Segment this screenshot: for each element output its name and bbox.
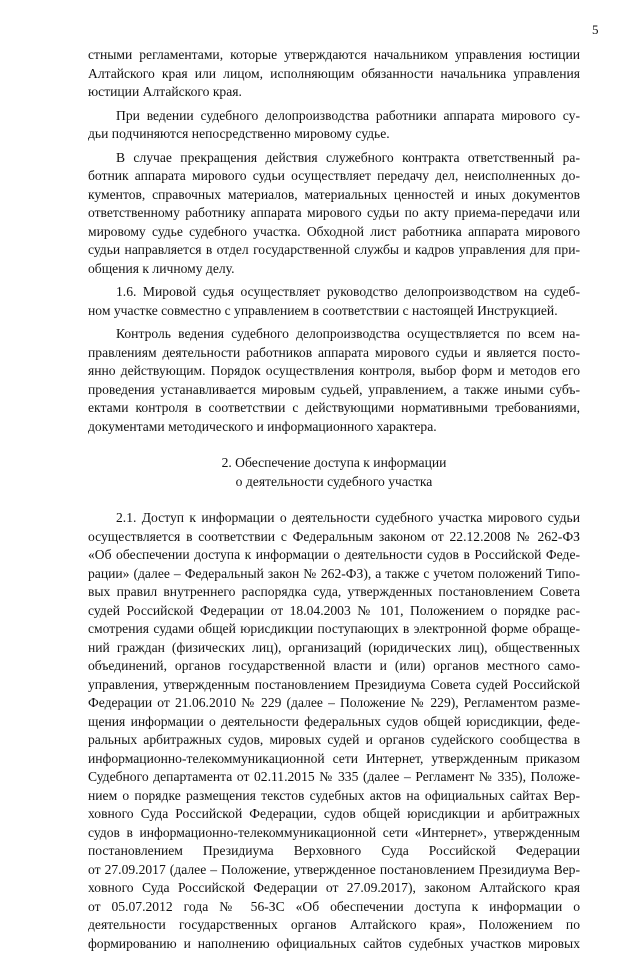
paragraph-continuation <box>88 46 580 102</box>
paragraph <box>88 107 580 144</box>
text-line: документами методического и информационного характера. <box>88 418 580 437</box>
text-line: ховного Суда Российской Федерации, судов общей юрисдикции и арбитражных <box>88 805 580 824</box>
text-line: информационно-телекоммуникационной сети Интернет, утвержденным приказом <box>88 750 580 769</box>
text-line: мировому судье судебного участка. Обходной лист работника аппарата мирового <box>88 223 580 242</box>
text-line: янно действующим. Порядок осуществления контроля, выбор форм и методов его <box>88 362 580 381</box>
text-line: вых правил внутреннего распорядка суда, утвержденных постановлением Совета <box>88 583 580 602</box>
text-line: от 27.09.2017 (далее – Положение, утвержденное постановлением Президиума Вер- <box>88 861 580 880</box>
text-line: ном участке совместно с управлением в соответствии с настоящей Инструкцией. <box>88 302 580 321</box>
section-heading <box>88 454 580 491</box>
text-line: кументов, справочных материалов, материальных ценностей и иных документов <box>88 186 580 205</box>
text-line: Судебного департамента от 02.11.2015 № 335 (далее – Регламент № 335), Положе- <box>88 768 580 787</box>
text-line: судьи направляется в отдел государственной службы и кадров управления для при- <box>88 241 580 260</box>
text-line: осуществляется в соответствии с Федеральным законом от 22.12.2008 № 262-ФЗ <box>88 528 580 547</box>
paragraph <box>88 509 580 953</box>
text-line: объединений, органов государственной власти и (или) органов местного само- <box>88 657 580 676</box>
text-line: юстиции Алтайского края. <box>88 83 580 102</box>
text-line: судей Российской Федерации от 18.04.2003 № 101, Положением о порядке рас- <box>88 602 580 621</box>
text-line: судов в информационно-телекоммуникационной сети «Интернет», утвержденным <box>88 824 580 843</box>
text-line: дьи подчиняются непосредственно мировому судье. <box>88 125 580 144</box>
document-body <box>88 46 580 953</box>
text-line: стными регламентами, которые утверждаются начальником управления юстиции <box>88 46 580 65</box>
text-line: проведения устанавливается мировым судьей, управлением, а также иными субъ- <box>88 381 580 400</box>
text-line: деятельности государственных органов Алтайского края», Положением по <box>88 916 580 935</box>
text-line: ральных арбитражных судов, мировых судей и органов судейского сообщества в <box>88 731 580 750</box>
text-line: от 05.07.2012 года № 56-ЗС «Об обеспечении доступа к информации о <box>88 898 580 917</box>
paragraph <box>88 325 580 436</box>
text-line: управления, утвержденным постановлением Президиума Совета судей Российской <box>88 676 580 695</box>
page-number: 5 <box>592 22 599 38</box>
text-line: рации» (далее – Федеральный закон № 262-ФЗ), а также с учетом положений Типо- <box>88 565 580 584</box>
text-line: 1.6. Мировой судья осуществляет руководство делопроизводством на судеб- <box>88 283 580 302</box>
text-line: правлениям деятельности работников аппарата мирового судьи и является посто- <box>88 344 580 363</box>
text-line: смотрения судами общей юрисдикции поступающих в электронной форме обраще- <box>88 620 580 639</box>
text-line: общения к личному делу. <box>88 260 580 279</box>
text-line: «Об обеспечении доступа к информации о деятельности судов в Российской Феде- <box>88 546 580 565</box>
text-line: В случае прекращения действия служебного контракта ответственный ра- <box>88 149 580 168</box>
section-heading-line: о деятельности судебного участка <box>88 473 580 492</box>
text-line: нием о порядке размещения текстов судебных актов на официальных сайтах Вер- <box>88 787 580 806</box>
text-line: ний граждан (физических лиц), организаций (юридических лиц), общественных <box>88 639 580 658</box>
text-line: щения информации о деятельности федеральных судов общей юрисдикции, феде- <box>88 713 580 732</box>
text-line: Контроль ведения судебного делопроизводства осуществляется по всем на- <box>88 325 580 344</box>
paragraph <box>88 283 580 320</box>
text-line: 2.1. Доступ к информации о деятельности судебного участка мирового судьи <box>88 509 580 528</box>
text-line: ектами контроля в соответствии с действующими нормативными требованиями, <box>88 399 580 418</box>
text-line: ховного Суда Российской Федерации от 27.09.2017), законом Алтайского края <box>88 879 580 898</box>
text-line: постановлением Президиума Верховного Суда Российской Федерации <box>88 842 580 861</box>
text-line: ботник аппарата мирового судьи осуществляет передачу дел, неисполненных до- <box>88 167 580 186</box>
text-line: Алтайского края или лицом, исполняющим обязанности начальника управления <box>88 65 580 84</box>
text-line: формированию и наполнению официальных сайтов судебных участков мировых <box>88 935 580 953</box>
text-line: При ведении судебного делопроизводства работники аппарата мирового су- <box>88 107 580 126</box>
paragraph <box>88 149 580 279</box>
text-line: Федерации от 21.06.2010 № 229 (далее – Положение № 229), Регламентом разме- <box>88 694 580 713</box>
text-line: ответственному работнику аппарата мирового судьи по акту приема-передачи или <box>88 204 580 223</box>
section-heading-line: 2. Обеспечение доступа к информации <box>88 454 580 473</box>
